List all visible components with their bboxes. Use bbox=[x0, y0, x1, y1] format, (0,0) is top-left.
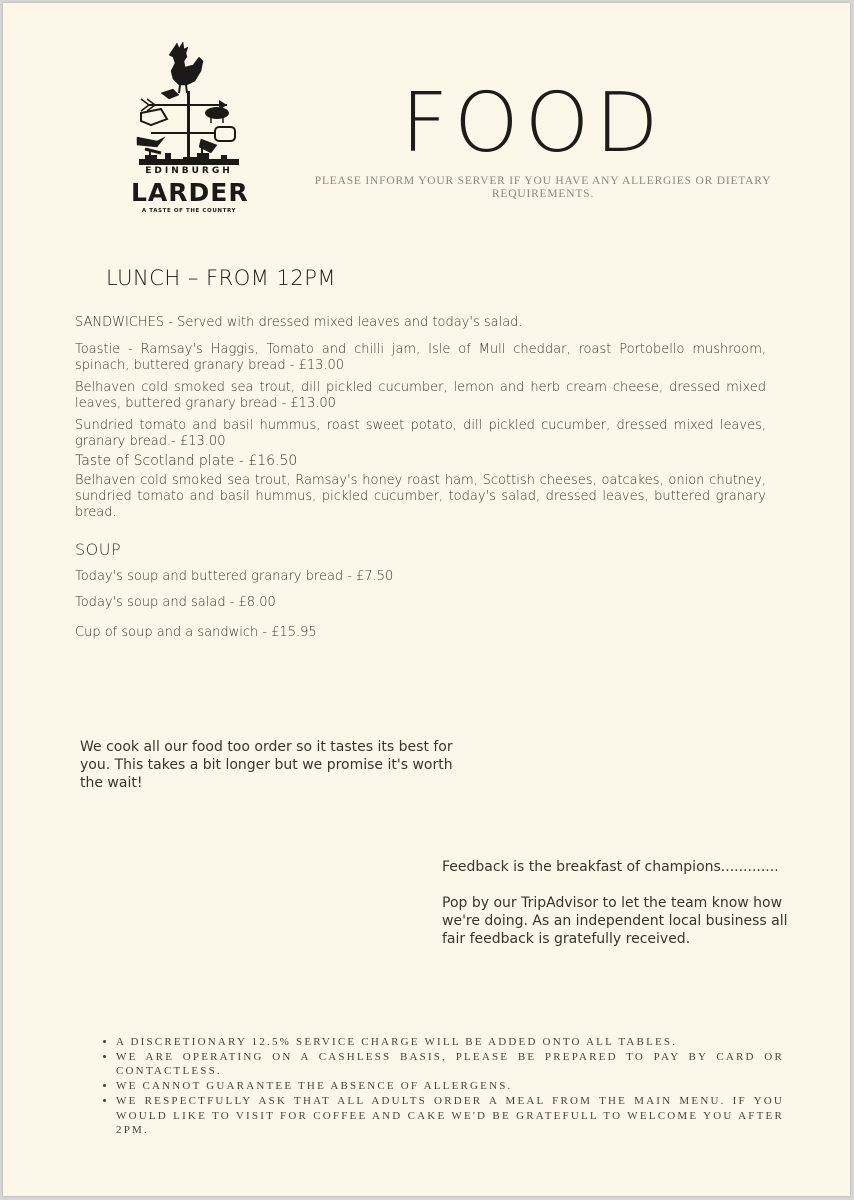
plate-description: Belhaven cold smoked sea trout, Ramsay's honey roast ham, Scottish cheeses, oatcakes, onion chutney, sundried tomato and basil hummus, pickled cucumber, today's salad, dressed leaves, buttered granary bread. bbox=[75, 473, 766, 520]
soup-heading: SOUP bbox=[75, 540, 122, 559]
menu-item: Belhaven cold smoked sea trout, dill pickled cucumber, lemon and herb cream cheese, dressed mixed leaves, buttered granary bread - £13.00 bbox=[75, 380, 766, 411]
cook-to-order-note: We cook all our food too order so it tastes its best for you. This takes a bit longer but we promise it's worth the wait! bbox=[80, 739, 453, 791]
plate-title: Taste of Scotland plate - £16.50 bbox=[75, 453, 298, 469]
menu-item: Toastie - Ramsay's Haggis, Tomato and chilli jam, Isle of Mull cheddar, roast Portobello mushroom, spinach, buttered granary bread - £13.00 bbox=[75, 342, 766, 373]
policy-item: • A DISCRETIONARY 12.5% SERVICE CHARGE WILL BE ADDED ONTO ALL TABLES. bbox=[116, 1035, 784, 1050]
page-title: FOOD bbox=[401, 76, 665, 171]
allergy-notice: PLEASE INFORM YOUR SERVER IF YOU HAVE ANY ALLERGIES OR DIETARY REQUIREMENTS. bbox=[314, 175, 772, 200]
soup-item: Today's soup and buttered granary bread - £7.50 bbox=[75, 569, 394, 584]
logo-tagline: A TASTE OF THE COUNTRY bbox=[141, 208, 237, 214]
policy-list bbox=[98, 1035, 784, 1138]
soup-item: Cup of soup and a sandwich - £15.95 bbox=[75, 625, 317, 640]
policy-item: • WE RESPECTFULLY ASK THAT ALL ADULTS ORDER A MEAL FROM THE MAIN MENU. IF YOU WOULD LIKE TO VISIT FOR COFFEE AND CAKE WE'D BE GRATEFULL TO WELCOME YOU AFTER 2PM. bbox=[116, 1094, 784, 1138]
feedback-title: Feedback is the breakfast of champions............. bbox=[442, 859, 779, 875]
feedback-note bbox=[442, 858, 802, 948]
menu-item: Sundried tomato and basil hummus, roast sweet potato, dill pickled cucumber, dressed mixed leaves, granary bread.- £13.00 bbox=[75, 418, 766, 449]
lunch-heading: LUNCH – FROM 12PM bbox=[106, 266, 337, 290]
menu-page bbox=[3, 3, 850, 1196]
logo-name: LARDER bbox=[131, 178, 249, 207]
sandwiches-intro: SANDWICHES - Served with dressed mixed leaves and today's salad. bbox=[75, 315, 523, 330]
policy-item: • WE ARE OPERATING ON A CASHLESS BASIS, PLEASE BE PREPARED TO PAY BY CARD OR CONTACTLESS. bbox=[116, 1050, 784, 1079]
feedback-body: Pop by our TripAdvisor to let the team know how we're doing. As an independent local business all fair feedback is gratefully received. bbox=[442, 895, 788, 947]
weathervane-rooster-icon bbox=[131, 41, 247, 165]
edinburgh-larder-logo bbox=[131, 41, 247, 221]
policy-item: • WE CANNOT GUARANTEE THE ABSENCE OF ALLERGENS. bbox=[116, 1079, 784, 1094]
soup-item: Today's soup and salad - £8.00 bbox=[75, 595, 276, 610]
menu-body bbox=[75, 315, 766, 641]
logo-top-text: EDINBURGH bbox=[145, 166, 233, 176]
